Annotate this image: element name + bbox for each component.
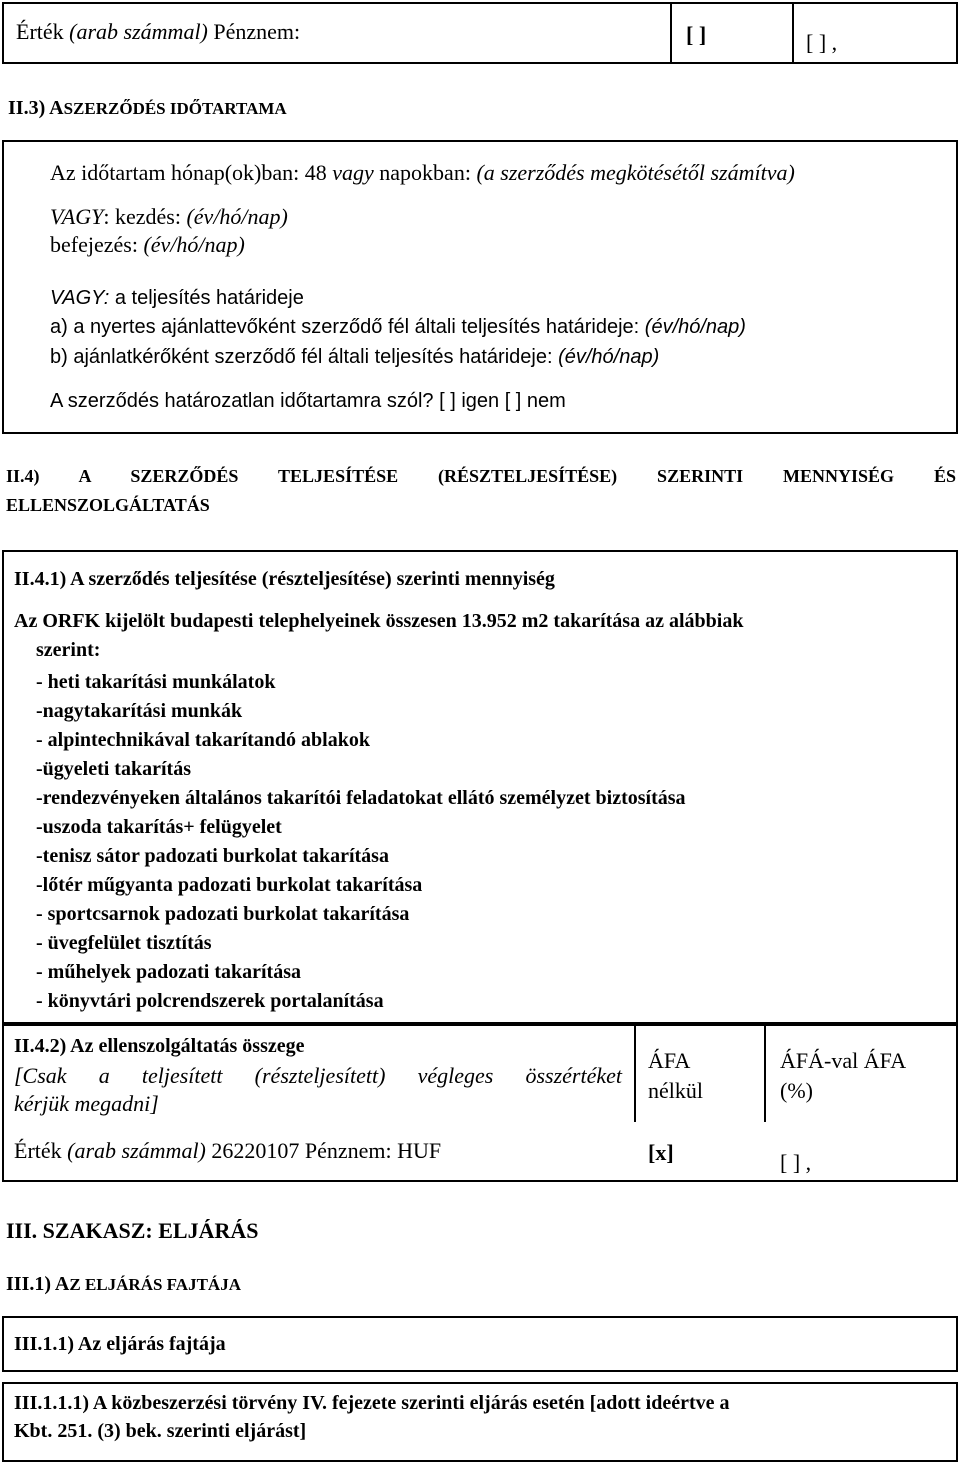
procedure-detail-line1: III.1.1.1) A közbeszerzési törvény IV. fejezete szerinti eljárás esetén [adott ideértve a [14,1392,730,1414]
top-box2: [ ] , [806,30,838,55]
col-afa-nelkul [648,1046,703,1106]
deadline-b-note: (év/hó/nap) [558,346,660,368]
list-item: - sportcsarnok padozati burkolat takarítása [36,903,410,925]
duration-line6 [50,346,659,369]
value-label-text: Érték [16,19,64,44]
start-vagy: VAGY [50,204,104,229]
deadline-a: a) a nyertes ajánlattevőként szerződő fél általi teljesítés határideje: [50,316,640,338]
consideration-box1: [x] [648,1140,674,1165]
list-item: -ügyeleti takarítás [36,758,191,780]
quantity-subtitle: II.4.1) A szerződés teljesítése (részteljesítése) szerinti mennyiség [14,568,555,590]
list-item: -tenisz sátor padozati burkolat takarítása [36,845,389,867]
top-box1: [ ] [686,22,707,47]
start-label: : kezdés: [103,204,181,229]
consideration-divider-2 [764,1024,766,1122]
section3-sub-num: III.1) [6,1273,52,1295]
consideration-note-line1: [Csak a teljesített (részteljesített) végleges összértéket [14,1063,622,1088]
consideration-value [14,1138,441,1164]
top-row-divider-2 [792,2,794,64]
col-afaval-line1: ÁFÁ-val ÁFA [780,1048,907,1073]
consideration-value-note: (arab számmal) [67,1138,206,1163]
consideration-value-amount: 26220107 Pénznem: HUF [211,1138,442,1163]
procedure-type-title: III.1.1) Az eljárás fajtája [14,1333,226,1355]
duration-vagy: vagy [332,160,374,185]
consideration-title: II.4.2) Az ellenszolgáltatás összege [14,1035,305,1057]
list-item: - műhelyek padozati takarítása [36,961,301,983]
consideration-value-label: Érték [14,1138,62,1163]
currency-label: Pénznem: [213,19,301,44]
deadline-a-note: (év/hó/nap) [644,316,746,338]
procedure-detail-line2: Kbt. 251. (3) bek. szerinti eljárást] [14,1420,307,1442]
quantity-items-list [36,668,686,1016]
end-label: befejezés: [50,232,138,257]
quantity-heading-line1: II.4) A SZERZŐDÉS TELJESÍTÉSE (RÉSZTELJESÍTÉSE) SZERINTI MENNYISÉG ÉS [6,466,956,486]
duration-line2 [50,204,288,230]
duration-line5 [50,316,746,339]
duration-heading-first: A [49,97,64,119]
deadline-vagy: VAGY: [50,287,110,309]
top-row-divider-1 [670,2,672,64]
duration-heading [8,97,287,120]
list-item: - alpintechnikával takarítandó ablakok [36,729,370,751]
duration-line3 [50,232,245,258]
col-afa-line2: nélkül [648,1078,703,1103]
list-item: -lőtér műgyanta padozati burkolat takarítása [36,874,423,896]
value-note: (arab számmal) [69,19,208,44]
end-note: (év/hó/nap) [143,232,245,257]
duration-heading-rest: SZERZŐDÉS IDŐTARTAMA [63,99,287,118]
quantity-intro-line1: Az ORFK kijelölt budapesti telephelyeinek összesen 13.952 m2 takarítása az alábbiak [14,610,744,632]
quantity-heading-line2: ELLENSZOLGÁLTATÁS [6,495,210,515]
duration-note: (a szerződés megkötésétől számítva) [476,160,795,185]
consideration-divider-1 [634,1024,636,1122]
duration-months: Az időtartam hónap(ok)ban: 48 [50,160,327,185]
top-value-label [16,19,300,45]
col-afaval-line2: (%) [780,1078,813,1103]
list-item: - üvegfelület tisztítás [36,932,212,954]
section3-sub-first: A [54,1273,70,1295]
section3-sub-rest: Z ELJÁRÁS FAJTÁJA [69,1275,241,1294]
col-afa-line1: ÁFA [648,1048,691,1073]
start-note: (év/hó/nap) [186,204,288,229]
list-item: - heti takarítási munkálatok [36,671,276,693]
quantity-intro-line2: szerint: [36,639,101,661]
list-item: -nagytakarítási munkák [36,700,243,722]
consideration-box2: [ ] , [780,1150,812,1175]
duration-heading-num: II.3) [8,97,46,119]
list-item: -rendezvényeken általános takarítói feladatokat ellátó személyzet biztosítása [36,787,686,809]
section3-subtitle [6,1273,241,1296]
section3-title: III. SZAKASZ: ELJÁRÁS [6,1218,259,1243]
list-item: -uszoda takarítás+ felügyelet [36,816,282,838]
deadline-b: b) ajánlatkérőként szerződő fél általi teljesítés határideje: [50,346,553,368]
consideration-note-line2: kérjük megadni] [14,1091,159,1116]
col-afaval [780,1046,906,1106]
duration-line4 [50,287,304,310]
list-item: - könyvtári polcrendszerek portalanítása [36,990,384,1012]
indefinite-question: A szerződés határozatlan időtartamra szól? [ ] igen [ ] nem [50,390,566,412]
duration-line1 [50,160,795,186]
deadline-label: a teljesítés határideje [114,287,304,309]
duration-days: napokban: [379,160,471,185]
